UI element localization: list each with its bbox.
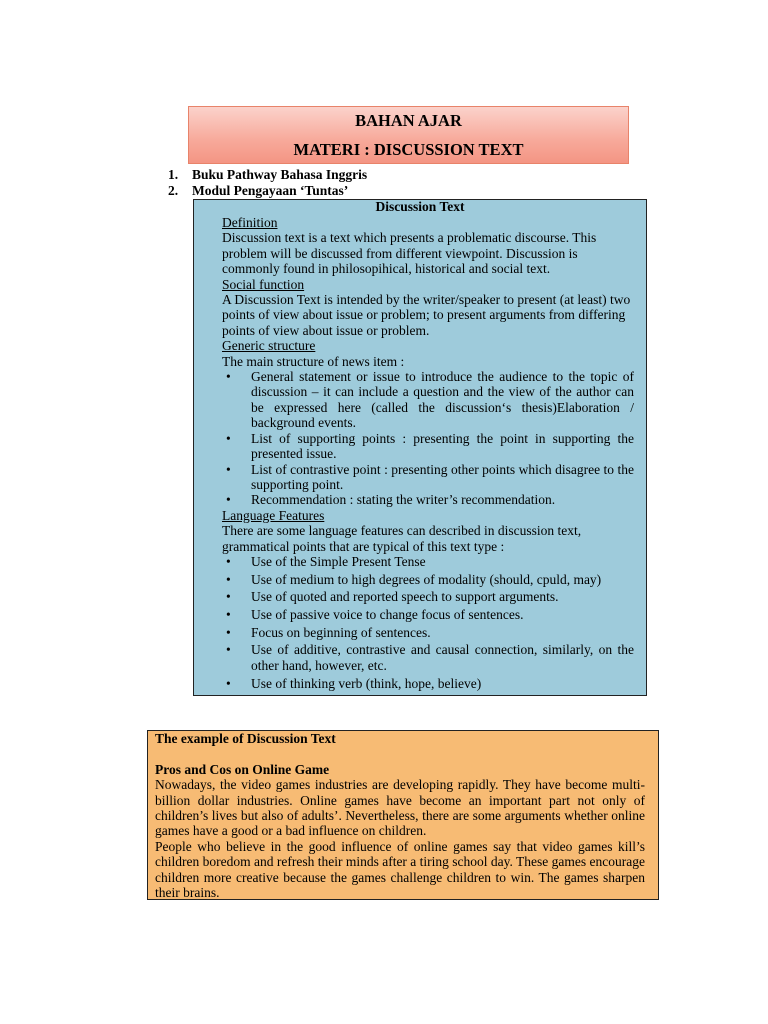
language-features-intro: There are some language features can described in discussion text, grammatical points that are typical of this text type : <box>222 523 582 554</box>
bullet: • <box>226 492 231 508</box>
blank-line <box>155 746 645 761</box>
example-heading: The example of Discussion Text <box>155 731 336 746</box>
list-item: • Use of additive, contrastive and causal connection, similarly, on the other hand, however, etc. <box>226 642 634 673</box>
bullet: • <box>226 571 231 587</box>
discussion-heading: Discussion Text <box>375 199 465 214</box>
list-item: • Use of medium to high degrees of modality (should, cpuld, may) <box>226 571 602 587</box>
list-item: • General statement or issue to introduce the audience to the topic of discussion – it can include a question and the view of the author can be expressed here (called the discussion‘s thesis)Elaboration / background events. <box>226 369 634 431</box>
generic-structure-list <box>222 369 634 508</box>
bullet: • <box>226 553 231 569</box>
list-item: • Focus on beginning of sentences. <box>226 624 431 640</box>
social-function-text: A Discussion Text is intended by the writer/speaker to present (at least) two points of view about issue or problem; to present arguments from differing points of view about issue or problem. <box>222 292 631 338</box>
source-list <box>168 167 367 198</box>
bullet: • <box>226 607 231 623</box>
example-text-box <box>147 730 659 900</box>
bullet: • <box>226 369 231 385</box>
list-item: • Recommendation : stating the writer’s recommendation. <box>226 492 556 508</box>
title-line-1: BAHAN AJAR <box>355 111 462 130</box>
social-function-label: Social function <box>222 276 305 292</box>
source-item: 1. Buku Pathway Bahasa Inggris <box>168 167 368 182</box>
bullet: • <box>226 430 231 446</box>
language-features-label: Language Features <box>222 507 325 523</box>
list-item: • Use of passive voice to change focus of sentences. <box>226 607 524 623</box>
example-paragraph-1: Nowadays, the video games industries are developing rapidly. They have become multi-billion dollar industries. Online games have become an important part not only of children’s lives but also of adults’. Nevertheless, there are some arguments whether online games have a good or a bad influence on children. <box>155 777 645 839</box>
generic-structure-intro: The main structure of news item : <box>222 353 405 369</box>
title-box <box>188 106 629 164</box>
language-features-list <box>222 554 634 691</box>
bullet: • <box>226 642 231 658</box>
bullet: • <box>226 589 231 605</box>
bullet: • <box>226 461 231 477</box>
bullet: • <box>226 675 231 691</box>
generic-structure-label: Generic structure <box>222 338 316 354</box>
source-item: 2. Modul Pengayaan ‘Tuntas’ <box>168 182 349 198</box>
discussion-text-box <box>193 199 647 696</box>
example-title: Pros and Cos on Online Game <box>155 761 330 777</box>
title-line-2: MATERI : DISCUSSION TEXT <box>293 140 524 159</box>
list-item: • Use of the Simple Present Tense <box>226 553 426 569</box>
example-paragraph-2: People who believe in the good influence of online games say that video games kill’s children boredom and refresh their minds after a tiring school day. These games encourage children more creative because the games challenge children to win. The games sharpen their brains. <box>155 838 645 901</box>
list-item: • Use of quoted and reported speech to support arguments. <box>226 589 559 605</box>
example-content <box>155 731 645 900</box>
list-item: • List of contrastive point : presenting other points which disagree to the supporting point. <box>226 461 634 492</box>
list-item: • Use of thinking verb (think, hope, believe) <box>226 675 482 691</box>
list-item: • List of supporting points : presenting the point in supporting the presented issue. <box>226 430 634 462</box>
bullet: • <box>226 624 231 640</box>
discussion-content <box>222 215 634 693</box>
definition-text: Discussion text is a text which presents a problematic discourse. This problem will be discussed from different viewpoint. Discussion is commonly found in philosopihical, historical and social text. <box>222 230 597 277</box>
definition-label: Definition <box>222 215 278 230</box>
